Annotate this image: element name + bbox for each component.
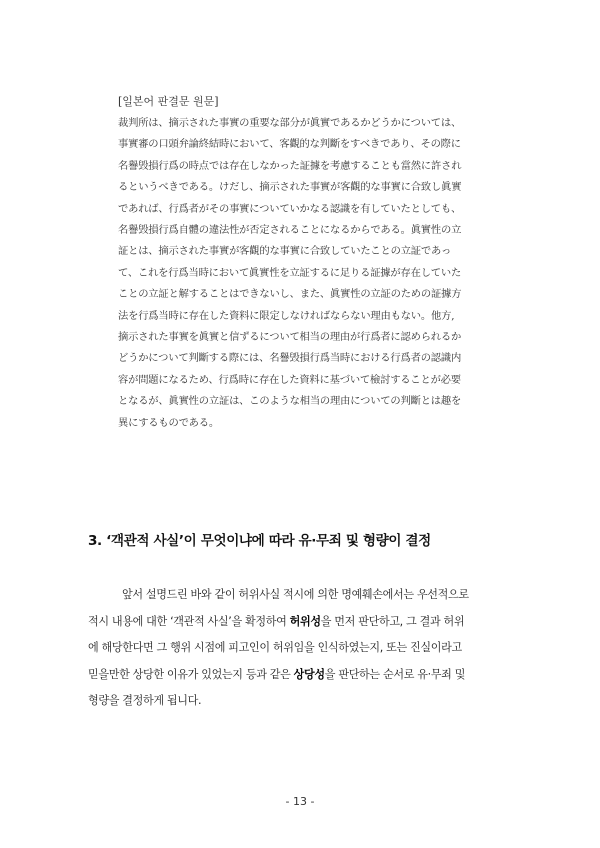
quote-line: となるが、眞實性の立証は、このような相当の理由についての判斷とは趣を xyxy=(118,395,462,408)
page-number: - 13 - xyxy=(285,795,315,808)
quote-label: [일본어 판결문 원문] xyxy=(118,95,219,108)
body-text: 적시 내용에 대한 ‘객관적 사실’을 확정하여 xyxy=(88,614,290,628)
quote-line: て、これを行爲当時において眞實性を立証するに足りる証據が存在していた xyxy=(118,266,462,279)
quote-line: 異にするものである。 xyxy=(118,416,219,429)
body-paragraph xyxy=(88,582,516,715)
quote-line: 証とは、摘示された事實が客觀的な事實に合致していたことの立証であっ xyxy=(118,245,452,258)
quote-line: であれば、行爲者がその事實についていかなる認識を有していたとしても、 xyxy=(118,202,462,215)
quote-line: 法を行爲当時に存在した資料に限定しなければならない理由もない。他方, xyxy=(118,309,455,322)
body-line xyxy=(88,609,516,636)
body-line: 형량을 결정하게 됩니다. xyxy=(88,694,202,707)
quote-line: 事實審の口頭弁論終結時において、客觀的な判斷をすべきであり、その際に xyxy=(118,138,461,151)
quote-line: 裁判所は、摘示された事實の重要な部分が眞實であるかどうかについては、 xyxy=(118,117,462,129)
quote-line: 容が問題になるため、行爲時に存在した資料に基づいて檢討することが必要 xyxy=(118,373,461,386)
body-text: 을 판단하는 순서로 유·무죄 및 xyxy=(324,667,466,681)
body-text: 을 먼저 판단하고, 그 결과 허위 xyxy=(320,614,465,628)
body-line: 에 해당한다면 그 행위 시점에 피고인이 허위임을 인식하였는지, 또는 진실이라고 xyxy=(88,641,462,654)
quote-line: 名譽毁損行爲の時点では存在しなかった証據を考慮することも當然に許され xyxy=(118,159,462,172)
body-line: 앞서 설명드린 바와 같이 허위사실 적시에 의한 명예훼손에서는 우선적으로 xyxy=(122,588,469,601)
body-text: 믿을만한 상당한 이유가 있었는지 등과 같은 xyxy=(88,667,294,681)
quote-line: 摘示された事實を眞實と信ずるについて相当の理由が行爲者に認められるか xyxy=(118,331,462,344)
section-heading: 3. ‘객관적 사실’이 무엇이냐에 따라 유·무죄 및 형량이 결정 xyxy=(88,533,431,549)
quote-line: 名譽毁損行爲自體の違法性が否定されることになるからである。眞實性の立 xyxy=(118,224,462,237)
emphasis-reasonableness: 상당성 xyxy=(293,667,325,681)
body-line xyxy=(88,662,516,689)
japanese-quote-block xyxy=(118,94,490,434)
quote-line: どうかについて判斷する際には、名譽毁損行爲当時における行爲者の認識内 xyxy=(118,352,462,365)
emphasis-falsity: 허위성 xyxy=(289,614,321,628)
quote-line: るというべきである。けだし、摘示された事實が客觀的な事實に合致し眞實 xyxy=(118,181,462,194)
quote-line: ことの立証と解することはできないし、また、眞實性の立証のための証據方 xyxy=(118,288,462,301)
